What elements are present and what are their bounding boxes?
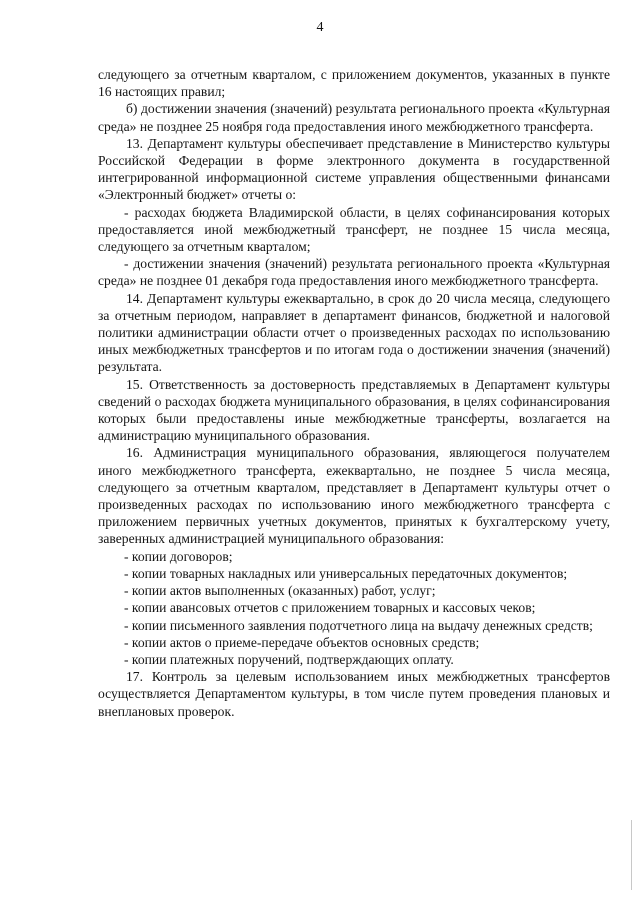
paragraph-p16: 16. Администрация муниципального образования, являющегося получателем иного межбюджетного трансферта, ежеквартально, не позднее 5 числа месяца, следующего за отчетным кварталом, представляет в Департамент культуры отчет о произведенных расходах по использованию иного межбюджетного трансферта с приложением первичных учетных документов, принятых к бухгалтерскому учету, заверенных администрацией муниципального образования:	[98, 445, 610, 547]
document-body	[98, 66, 610, 720]
paragraph-p13: 13. Департамент культуры обеспечивает представление в Министерство культуры Российской Федерации в форме электронного документа в государственной интегрированной информационной системе управления общественными финансами «Электронный бюджет» отчеты о:	[98, 135, 610, 203]
paragraph-p12b: б) достижении значения (значений) результата регионального проекта «Культурная среда» не позднее 25 ноября года предоставления иного межбюджетного трансферта.	[98, 101, 610, 134]
paragraph-p16-2: - копии товарных накладных или универсальных передаточных документов;	[124, 565, 568, 581]
paragraph-p13-2: - достижении значения (значений) результата регионального проекта «Культурная среда» не позднее 01 декабря года предоставления иного межбюджетного трансферта.	[98, 256, 610, 289]
page-number: 4	[316, 20, 324, 35]
scan-edge-mark	[631, 820, 632, 890]
paragraph-p16-7: - копии платежных поручений, подтверждающих оплату.	[124, 651, 454, 667]
paragraph-cont-12a: следующего за отчетным кварталом, с приложением документов, указанных в пункте 16 настоящих правил;	[98, 67, 610, 100]
paragraph-p16-1: - копии договоров;	[124, 548, 233, 564]
paragraph-p16-4: - копии авансовых отчетов с приложением товарных и кассовых чеков;	[124, 600, 536, 616]
paragraph-p17: 17. Контроль за целевым использованием иных межбюджетных трансфертов осуществляется Департаментом культуры, в том числе путем проведения плановых и внеплановых проверок.	[98, 669, 610, 719]
paragraph-p14: 14. Департамент культуры ежеквартально, в срок до 20 числа месяца, следующего за отчетным периодом, направляет в департамент финансов, бюджетной и налоговой политики администрации области отчет о произведенных расходах по использованию иных межбюджетных трансфертов и по итогам года о достижении значения (значений) результата.	[98, 290, 610, 375]
paragraph-p16-6: - копии актов о приеме-передаче объектов основных средств;	[124, 634, 480, 650]
paragraph-p13-1: - расходах бюджета Владимирской области, в целях софинансирования которых предоставляется иной межбюджетный трансферт, не позднее 15 числа месяца, следующего за отчетным кварталом;	[98, 204, 610, 255]
paragraph-p15: 15. Ответственность за достоверность представляемых в Департамент культуры сведений о расходах бюджета муниципального образования, в целях софинансирования которых были предоставлены иные межбюджетные трансферты, возлагается на администрацию муниципального образования.	[98, 376, 610, 444]
paragraph-p16-3: - копии актов выполненных (оказанных) работ, услуг;	[124, 583, 436, 599]
paragraph-p16-5: - копии письменного заявления подотчетного лица на выдачу денежных средств;	[124, 617, 593, 633]
